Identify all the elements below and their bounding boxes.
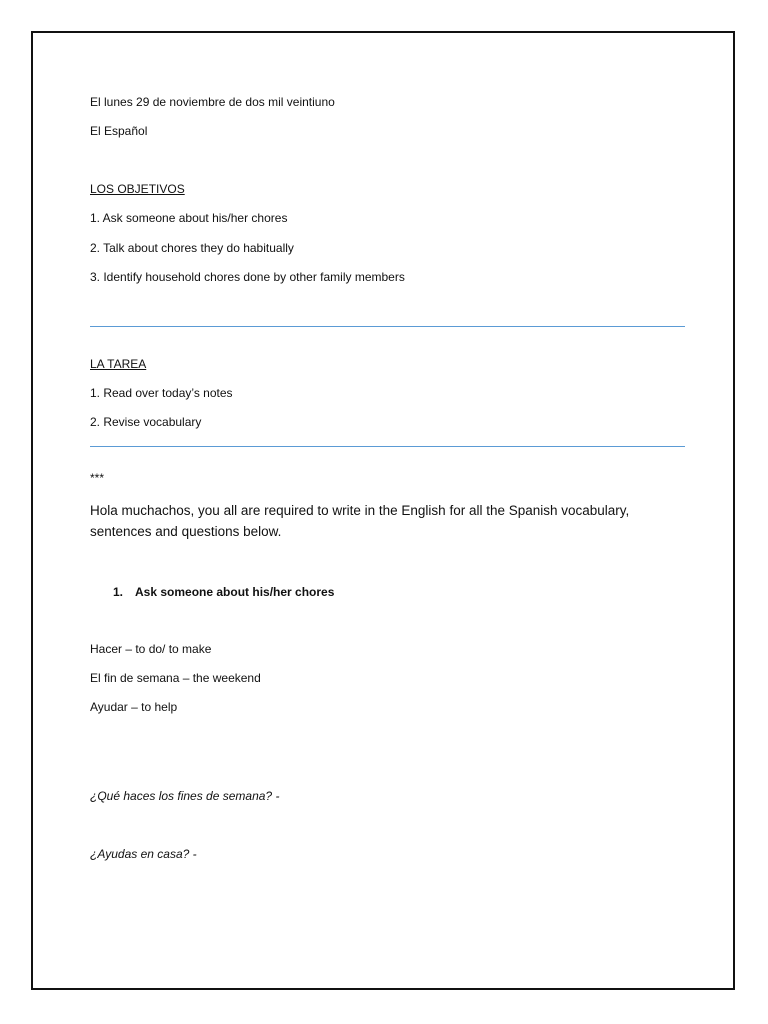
question-2: ¿Ayudas en casa? - [90, 847, 197, 861]
date-line: El lunes 29 de noviembre de dos mil veintiuno [90, 95, 335, 109]
intro-paragraph: Hola muchachos, you all are required to write in the English for all the Spanish vocabulary, sentences and questions below. [90, 503, 630, 539]
question-1: ¿Qué haces los fines de semana? - [90, 789, 280, 803]
homework-item-1: 1. Read over today’s notes [90, 386, 233, 400]
section-number: 1. [113, 585, 124, 599]
objectives-heading: LOS OBJETIVOS [90, 182, 185, 196]
vocab-item-2: El fin de semana – the weekend [90, 671, 261, 685]
objective-item-2: 2. Talk about chores they do habitually [90, 241, 294, 255]
homework-heading: LA TAREA [90, 357, 147, 371]
subject-line: El Español [90, 124, 148, 138]
divider-line-1 [90, 326, 685, 327]
section-title: Ask someone about his/her chores [135, 585, 335, 599]
homework-item-2: 2. Revise vocabulary [90, 415, 202, 429]
objective-item-3: 3. Identify household chores done by other family members [90, 270, 405, 284]
separator-stars: *** [90, 471, 105, 485]
vocab-item-3: Ayudar – to help [90, 700, 178, 714]
objective-item-1: 1. Ask someone about his/her chores [90, 211, 288, 225]
vocab-item-1: Hacer – to do/ to make [90, 642, 212, 656]
divider-line-2 [90, 446, 685, 447]
